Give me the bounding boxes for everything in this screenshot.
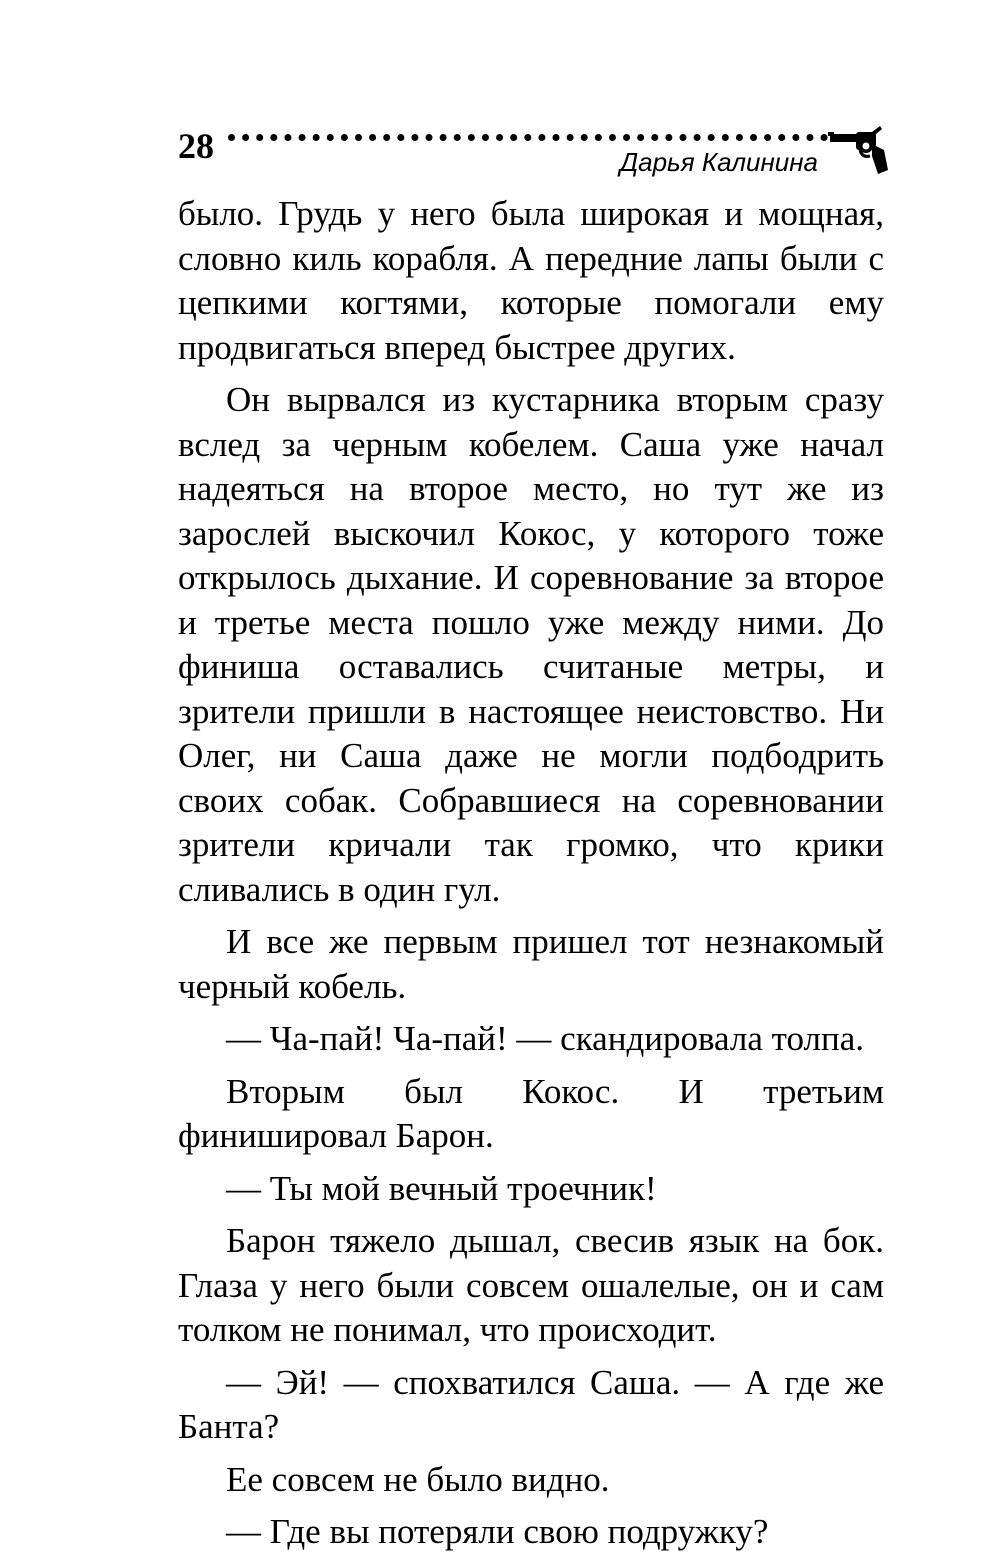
paragraph: Он вырвался из кустарника вторым сразу вслед за черным кобелем. Саша уже начал надеяться на второе место, но тут же из зарослей выскочил Кокос, у которого тоже открылось дыхание. И соревнование за второе и третье места пошло уже между ними. До финиша оставались считаные метры, и зрители пришли в настоящее неистовство. Ни Олег, ни Саша даже не могли подбодрить своих собак. Собравшиеся на соревновании зрители кричали так громко, что крики сливались в один гул. (178, 380, 884, 909)
paragraph: — Ты мой вечный троечник! (226, 1168, 657, 1208)
paragraph: — Эй! — спохватился Саша. — А где же Банта? (178, 1362, 884, 1446)
page-number: 28 (178, 126, 214, 166)
paragraph: — Ча-пай! Ча-пай! — скандировала толпа. (226, 1019, 864, 1058)
paragraph: И все же первым пришел тот незнакомый черный кобель. (178, 922, 884, 1006)
paragraph: было. Грудь у него была широкая и мощная, словно киль корабля. А передние лапы были с цепкими когтями, которые помогали ему продвигаться вперед быстрее других. (178, 194, 884, 367)
author-name: Дарья Калинина (619, 147, 818, 177)
paragraph: Вторым был Кокос. И третьим финишировал Барон. (178, 1071, 884, 1155)
paragraph: Барон тяжело дышал, свесив язык на бок. Глаза у него были совсем ошалелые, он и сам толком не понимал, что происходит. (178, 1221, 884, 1349)
revolver-icon (828, 120, 890, 178)
paragraph: Ее совсем не было видно. (226, 1459, 610, 1499)
running-header (178, 118, 898, 198)
dotted-rule (228, 134, 828, 141)
body-text (178, 192, 884, 1555)
paragraph: — Где вы потеряли свою подружку? (226, 1512, 769, 1551)
